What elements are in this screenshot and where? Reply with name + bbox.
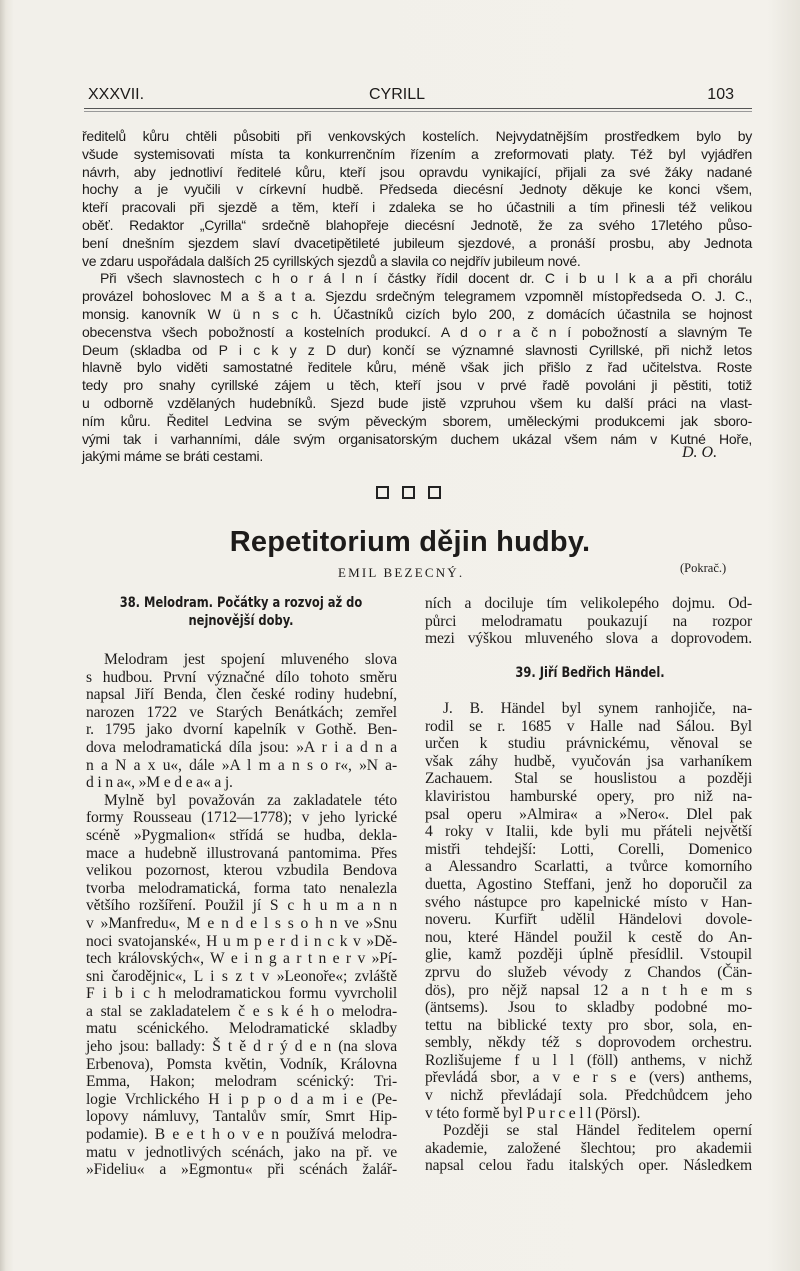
volume-number: XXXVII. [88, 86, 145, 103]
text-line: dova melodramatická díla jsou: »A r i a d n a [86, 738, 397, 756]
text-line: matu v jednotlivých scénách, jako na př. ve [86, 1143, 397, 1161]
text-line: mistři tehdejší: Lotti, Corelli, Domenico [425, 840, 752, 858]
text-line: převládá sbor, a v e r s e (vers) anthems, [425, 1069, 752, 1087]
running-header [86, 86, 750, 108]
text-line: Zachauem. Stal se houslistou a později [425, 770, 752, 788]
text-line: všude systemisovati místa ta konkurrenčním řízením a zreformovati platy. Též byl vyjádřen [82, 145, 752, 162]
text-line: ním kůru. Ředitel Ledvina se svým pěveckým sborem, uměleckými produkcemi jak sboro- [82, 412, 752, 429]
section-38-heading-line: 38. Melodram. Počátky a rozvoj až do [119, 595, 363, 611]
text-line: většího rozšíření. Použil jí S c h u m a n n [86, 897, 397, 915]
text-line: Emma, Hakon; melodram scénický: Tri- [86, 1073, 397, 1091]
text-line: sni čarodějnic«, L i s z t v »Leonoře«; zvláště [86, 967, 397, 985]
separator-square-icon [402, 486, 415, 499]
text-line: Rozlišujeme f u l l (föll) anthems, v nichž [425, 1051, 752, 1069]
right-column-text [425, 700, 752, 1175]
right-column-top-text [425, 595, 752, 648]
text-line: (äntsems). Jsou to skladby podobné mo- [425, 999, 752, 1017]
text-line: svého nástupce pro kapelnické místo v Han- [425, 893, 752, 911]
text-line: vými tak i varhanními, dále svým organisatorským duchem ukázal všem nám v Kutné Hoře, [82, 430, 752, 447]
text-line: zprvu do služeb vévody z Chandos (Čän- [425, 963, 752, 981]
article-title: Repetitorium dějin hudby. [229, 526, 591, 558]
text-line: duetta, Agostino Steffani, jenž ho doporučil za [425, 875, 752, 893]
text-line: psal operu »Almira« a »Nero«. Dlel pak [425, 805, 752, 823]
text-line: »Fideliu« a »Egmontu« při scénách žalář- [86, 1161, 397, 1179]
text-line: a Alessandro Scarlatti, a tvůrce komorního [425, 858, 752, 876]
section-separator [376, 486, 441, 499]
text-line: ředitelů kůru chtěli působiti při venkovských kostelích. Nejvydatnějším prostředkem bylo by [82, 128, 752, 144]
text-line: podamie). B e e t h o v e n používá melodra- [86, 1126, 397, 1144]
section-38-heading [93, 594, 390, 630]
text-line: Později se stal Händel ředitelem operní [443, 1122, 752, 1140]
text-line: tettu na biblické texty pro sbor, sola, en- [425, 1016, 752, 1034]
text-line: Melodram jest spojení mluveného slova [104, 651, 397, 668]
text-line: jakými máme se bráti cestami. [82, 448, 264, 465]
text-line: tvorba melodramatická, forma tato nenalezla [86, 879, 397, 897]
text-line: noci svatojanské«, H u m p e r d i n c k v »Dě- [86, 932, 397, 950]
text-line: s hudbou. První význačné dílo tohoto směru [86, 668, 397, 686]
text-line: tech královských«, W e i n g a r t n e r v »Pí- [86, 950, 397, 968]
separator-square-icon [428, 486, 441, 499]
text-line: Při všech slavnostech c h o r á l n í částky řídil docent dr. C i b u l k a a při chorálu [100, 270, 752, 287]
text-line: d i n a«, »M e d e a« a j. [86, 774, 233, 792]
text-line: akademie, založené šlechtou; pro akademii [425, 1139, 752, 1157]
text-line: ve zdaru uspořádala dalších 25 cyrillských sjezdů a slavila co nejdřív jubileum nové. [82, 252, 581, 269]
text-line: bení dnešním sjezdem slaví dvacetipětileté jubileum sjezdové, a pronáší prosbu, aby Jednota [82, 234, 752, 251]
text-line: lopovy námluvy, Tantalův smír, Smrt Hip- [86, 1108, 397, 1126]
text-line: jeho jsou: ballady: Š t ě d r ý d e n (na slova [86, 1038, 397, 1056]
text-line: klaviristou hamburské opery, pro niž na- [425, 787, 752, 805]
report-signature: D. O. [682, 444, 718, 461]
text-line: u odborně vzdělaných hudebníků. Sjezd bude jistě vzpruhou všem ku další práci na vlast- [82, 394, 752, 411]
report-text [82, 128, 752, 466]
header-rule-secondary [84, 111, 752, 112]
text-line: J. B. Händel byl synem ranhojiče, na- [443, 700, 752, 717]
text-line: r. 1795 jako dvorní kapelník v Gothě. Ben- [86, 721, 397, 739]
text-line: hochy a je vyučili v církevní hudbě. Předseda diecésní Jednoty děkuje ke konci všem, [82, 181, 752, 198]
continued-note: (Pokrač.) [680, 561, 727, 575]
text-line: mace a hudebně illustrovaná pantomima. Přes [86, 844, 397, 862]
text-line: a stal se zakladatelem č e s k é h o melodra- [86, 1002, 397, 1020]
text-line: rodil se r. 1685 v Halle nad Sálou. Byl [425, 717, 752, 735]
text-line: F i b i c h melodramatickou formu vyvrcholil [86, 985, 397, 1003]
article-author: EMIL BEZECNÝ. [338, 565, 465, 580]
text-line: v nichž převládají sola. Předchůdcem jeho [425, 1087, 752, 1105]
journal-name: CYRILL [369, 86, 426, 103]
text-line: Deum (skladba od P i c k y z D dur) končí se významné slavnosti Cyrillské, při nichž letos [82, 341, 752, 358]
text-line: návrh, aby jednotliví ředitelé kůru, kteří jsou opravdu vynikající, přijali za své žáky nadané [82, 163, 752, 180]
text-line: kteří pracovali při sjezdě a těm, kteří i zdaleka se ho účastnili a tím přinesli též velikou [82, 199, 752, 216]
text-line: obecenstva všech pobožností a kostelních produkcí. A d o r a č n í pobožností a slavným Te [82, 323, 752, 340]
text-line: formy Rousseau (1712—1778); v jeho lyrické [86, 809, 397, 827]
text-line: logie Vrchlického H i p p o d a m i e (Pe- [86, 1090, 397, 1108]
section-39-heading: 39. Jiří Bedřich Händel. [515, 665, 665, 681]
text-line: Mylně byl považován za zakladatele této [104, 791, 397, 809]
text-line: oběť. Redaktor „Cyrilla“ srdečně blahopřeje diecésní Jednotě, že za svého 17letého půso- [82, 216, 752, 233]
text-line: provázel bohoslovec M a š a t a. Sjezdu srdečným telegramem vzpomněl místopředseda O. J. C., [82, 288, 752, 305]
text-line: matu scénického. Melodramatické skladby [86, 1020, 397, 1038]
text-line: napsal Jiří Benda, člen české rodiny hudební, [86, 686, 397, 704]
text-line: mezi výškou mluveného slova a doprovodem. [425, 630, 752, 648]
page-number: 103 [707, 86, 734, 103]
text-line: velikou pozornost, kterou vzbudila Bendova [86, 862, 397, 880]
separator-square-icon [376, 486, 389, 499]
text-line: určen k studiu právnickému, věnoval se [425, 735, 752, 753]
text-line: Erbenova), Pomsta květin, Vodník, Královna [86, 1055, 397, 1073]
text-line: narozen 1722 ve Starých Benátkách; zemřel [86, 703, 397, 721]
header-rule [84, 108, 752, 109]
text-line: sembly, někdy též s doprovodem orchestru. [425, 1034, 752, 1052]
text-line: v této formě byl P u r c e l l (Pörsl). [425, 1104, 641, 1122]
section-38-heading-line: nejnovější doby. [188, 613, 294, 629]
text-line: půrci melodramatu poukazují na rozpor [425, 612, 752, 630]
text-line: hlavně bylo viděti samostatné ředitele kůru, méně však jich přišlo z řad učitelstva. Roste [82, 359, 752, 376]
text-line: dös), pro nějž napsal 12 a n t h e m s [425, 981, 752, 999]
text-line: glie, kamž později úplně přesídlil. Vstoupil [425, 946, 752, 964]
text-line: však záhy hudbě, vyučován jsa varhaníkem [425, 752, 752, 770]
text-line: scéně »Pygmalion« střídá se hudba, dekla- [86, 826, 397, 844]
text-line: tedy pro snahy cyrillské zájem u těch, kteří jsou v prvé řadě povoláni ji pěstiti, totiž [82, 377, 752, 394]
text-line: v »Manfredu«, M e n d e l s s o h n ve »Snu [86, 914, 397, 932]
text-line: n a N a x u«, dále »A l m a n s o r«, »N a- [86, 756, 397, 774]
left-column-text [86, 651, 397, 1179]
text-line: noveru. Kurfiřt udělil Händelovi dovole- [425, 911, 752, 929]
text-line: nou, které Händel použil k cestě do An- [425, 928, 752, 946]
text-line: ních a dociluje tím velikolepého dojmu. Od- [425, 595, 752, 612]
text-line: napsal celou řadu italských oper. Následkem [425, 1157, 752, 1175]
text-line: monsig. kanovník W ü n s c h. Účastníků cizích bylo 200, z domácích účastnila se hojnost [82, 305, 752, 322]
text-line: 4 roky v Italii, kde byli mu přáteli největší [425, 823, 752, 841]
